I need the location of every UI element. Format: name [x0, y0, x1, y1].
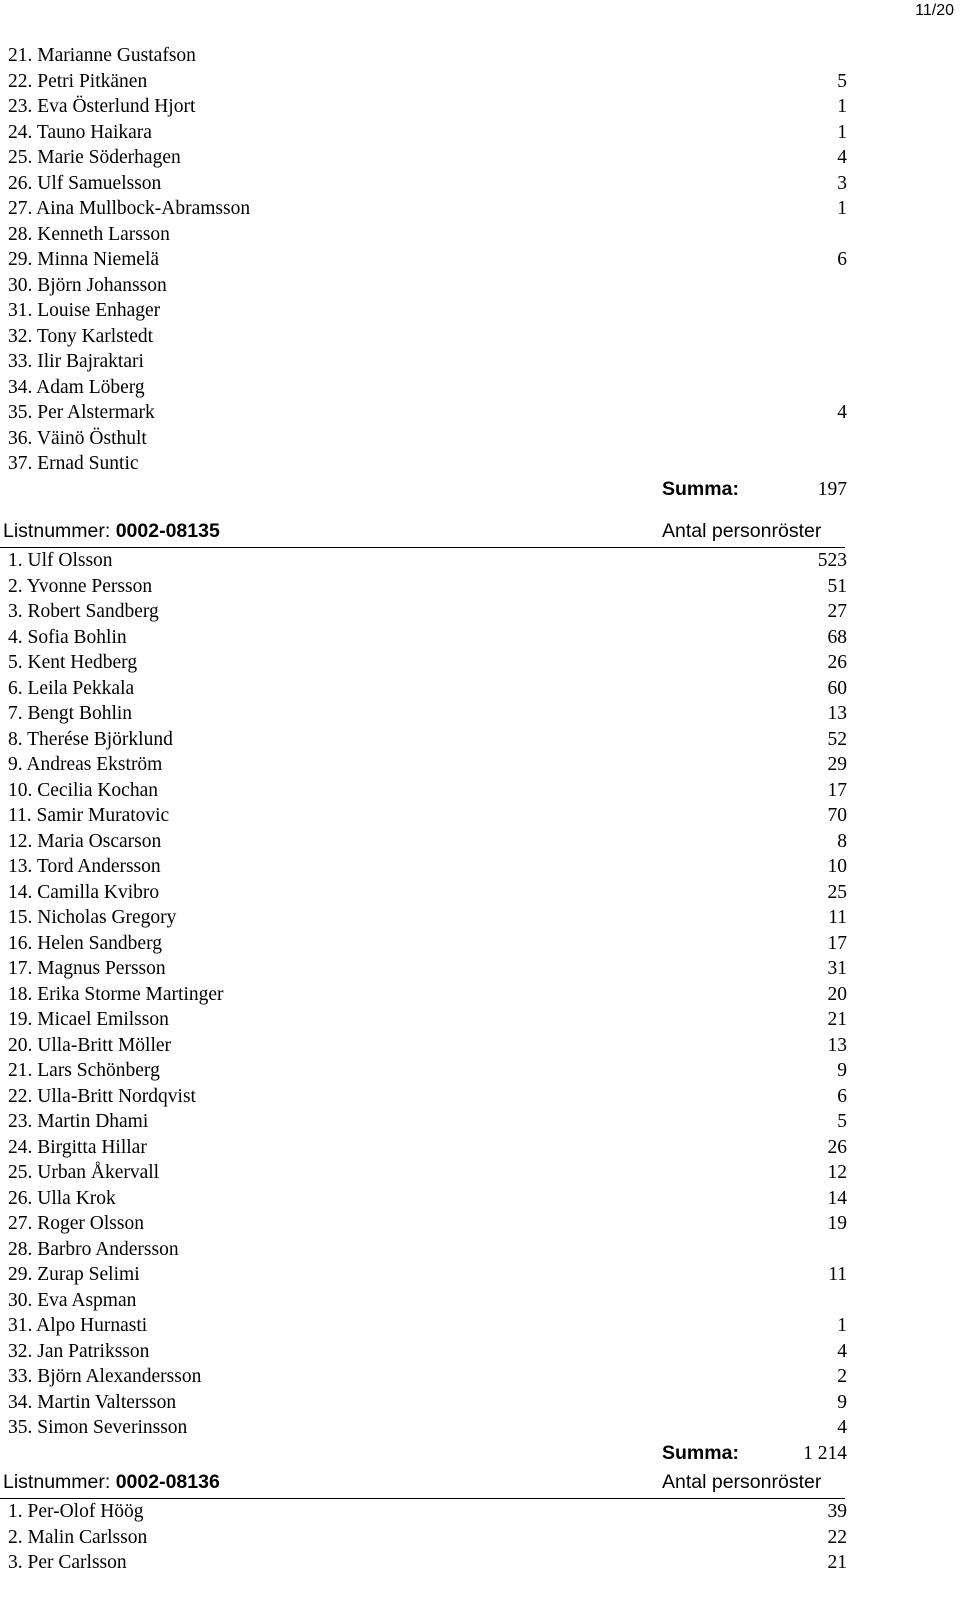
candidate-row	[0, 1109, 960, 1135]
summa-label: Summa:	[662, 477, 739, 500]
candidate-votes: 25	[827, 881, 847, 903]
candidate-votes: 1	[837, 121, 847, 143]
candidate-row	[0, 1160, 960, 1186]
candidate-name: 21. Marianne Gustafson	[8, 45, 196, 66]
candidate-votes: 52	[827, 728, 847, 750]
candidate-row	[0, 1313, 960, 1339]
candidate-votes: 1	[837, 1315, 847, 1336]
candidate-name: 25. Urban Åkervall	[8, 1162, 160, 1183]
candidate-row	[0, 120, 960, 146]
candidate-row	[0, 625, 960, 651]
candidate-row	[0, 400, 960, 426]
candidate-row	[0, 778, 960, 804]
candidate-row	[0, 375, 960, 401]
candidate-votes: 5	[837, 1111, 847, 1132]
candidate-votes: 11	[828, 1264, 847, 1285]
candidate-name: 9. Andreas Ekström	[8, 754, 163, 775]
candidate-name: 28. Kenneth Larsson	[8, 223, 170, 245]
candidate-row	[0, 1415, 960, 1441]
candidate-votes: 17	[827, 932, 847, 954]
candidate-row	[0, 273, 960, 299]
candidate-name: 11. Samir Muratovic	[8, 805, 170, 826]
candidate-row	[0, 196, 960, 222]
candidate-row	[0, 1186, 960, 1212]
candidate-votes: 21	[827, 1009, 847, 1030]
candidate-name: 12. Maria Oscarson	[8, 830, 162, 852]
summa-row	[0, 477, 960, 503]
candidate-name: 4. Sofia Bohlin	[8, 626, 127, 648]
candidate-row	[0, 298, 960, 324]
candidate-name: 24. Birgitta Hillar	[8, 1136, 147, 1158]
candidate-row	[0, 956, 960, 982]
candidate-row	[0, 727, 960, 753]
candidate-name: 27. Aina Mullbock-Abramsson	[8, 198, 251, 219]
candidate-row	[0, 599, 960, 625]
summa-total: 197	[817, 478, 847, 500]
candidate-row	[0, 982, 960, 1008]
candidate-name: 1. Ulf Olsson	[8, 550, 113, 571]
candidate-votes: 4	[837, 1417, 847, 1438]
candidate-votes: 1	[837, 96, 847, 117]
candidate-votes: 13	[827, 1034, 847, 1056]
candidate-name: 31. Louise Enhager	[8, 300, 161, 321]
candidate-name: 30. Björn Johansson	[8, 274, 167, 296]
candidate-name: 23. Eva Österlund Hjort	[8, 96, 196, 117]
candidate-row	[0, 69, 960, 95]
candidate-name: 25. Marie Söderhagen	[8, 147, 181, 168]
candidate-name: 26. Ulla Krok	[8, 1187, 116, 1209]
candidate-name: 23. Martin Dhami	[8, 1111, 149, 1132]
candidate-name: 29. Minna Niemelä	[8, 249, 160, 270]
candidate-name: 6. Leila Pekkala	[8, 677, 135, 699]
list-number: 0002-08135	[115, 520, 220, 542]
candidate-name: 2. Malin Carlsson	[8, 1526, 148, 1548]
column-header-votes: Antal personröster	[662, 520, 822, 542]
candidate-name: 24. Tauno Haikara	[8, 121, 152, 143]
candidate-name: 30. Eva Aspman	[8, 1289, 137, 1311]
candidate-name: 33. Björn Alexandersson	[8, 1366, 202, 1387]
candidate-name: 1. Per-Olof Höög	[8, 1501, 144, 1522]
candidate-name: 5. Kent Hedberg	[8, 652, 138, 673]
candidate-row	[0, 1135, 960, 1161]
candidate-row	[0, 1058, 960, 1084]
candidate-row	[0, 1033, 960, 1059]
candidate-name: 15. Nicholas Gregory	[8, 907, 177, 928]
candidate-rows	[0, 1499, 960, 1576]
list-number-label: Listnummer: 0002-08135	[3, 520, 220, 542]
candidate-list-continued	[0, 43, 960, 502]
candidate-name: 26. Ulf Samuelsson	[8, 172, 162, 194]
candidate-row	[0, 247, 960, 273]
candidate-name: 32. Tony Karlstedt	[8, 325, 154, 347]
candidate-name: 18. Erika Storme Martinger	[8, 983, 224, 1005]
candidate-row	[0, 1211, 960, 1237]
candidate-votes: 11	[828, 907, 847, 928]
list-header	[0, 514, 845, 548]
candidate-name: 34. Adam Löberg	[8, 376, 145, 398]
list-number: 0002-08136	[115, 1471, 220, 1493]
candidate-votes: 20	[827, 983, 847, 1005]
candidate-votes: 5	[837, 70, 847, 92]
list-number-label: Listnummer: 0002-08136	[3, 1471, 220, 1493]
candidate-votes: 14	[827, 1187, 847, 1209]
candidate-votes: 8	[837, 830, 847, 852]
candidate-votes: 26	[827, 1136, 847, 1158]
candidate-name: 36. Väinö Östhult	[8, 427, 147, 449]
candidate-votes: 22	[827, 1526, 847, 1548]
candidate-row	[0, 324, 960, 350]
candidate-name: 35. Simon Severinsson	[8, 1417, 188, 1438]
candidate-name: 29. Zurap Selimi	[8, 1264, 140, 1285]
candidate-votes: 4	[837, 1340, 847, 1362]
candidate-row	[0, 451, 960, 477]
candidate-name: 22. Ulla-Britt Nordqvist	[8, 1085, 196, 1107]
candidate-votes: 1	[837, 198, 847, 219]
candidate-name: 22. Petri Pitkänen	[8, 70, 148, 92]
candidate-name: 27. Roger Olsson	[8, 1213, 144, 1234]
candidate-row	[0, 548, 960, 574]
candidate-row	[0, 1339, 960, 1365]
candidate-row	[0, 1084, 960, 1110]
candidate-votes: 523	[817, 550, 847, 571]
candidate-list-08135	[0, 514, 960, 1466]
candidate-votes: 9	[837, 1391, 847, 1413]
candidate-name: 19. Micael Emilsson	[8, 1009, 169, 1030]
candidate-name: 8. Therése Björklund	[8, 728, 173, 750]
candidate-votes: 12	[827, 1162, 847, 1183]
candidate-votes: 29	[827, 754, 847, 775]
candidate-row	[0, 752, 960, 778]
candidate-name: 7. Bengt Bohlin	[8, 703, 133, 724]
candidate-name: 33. Ilir Bajraktari	[8, 351, 144, 372]
candidate-votes: 2	[837, 1366, 847, 1387]
candidate-row	[0, 171, 960, 197]
candidate-name: 3. Robert Sandberg	[8, 601, 159, 622]
candidate-row	[0, 1364, 960, 1390]
candidate-name: 37. Ernad Suntic	[8, 453, 139, 474]
column-header-votes: Antal personröster	[662, 1471, 822, 1493]
candidate-votes: 70	[827, 805, 847, 826]
candidate-name: 21. Lars Schönberg	[8, 1060, 160, 1081]
candidate-name: 34. Martin Valtersson	[8, 1391, 177, 1413]
candidate-row	[0, 803, 960, 829]
candidate-votes: 60	[827, 677, 847, 699]
candidate-row	[0, 574, 960, 600]
candidate-name: 16. Helen Sandberg	[8, 932, 162, 954]
candidate-votes: 4	[837, 402, 847, 423]
candidate-name: 32. Jan Patriksson	[8, 1340, 150, 1362]
candidate-row	[0, 701, 960, 727]
candidate-name: 14. Camilla Kvibro	[8, 881, 160, 903]
candidate-votes: 10	[827, 856, 847, 877]
candidate-votes: 13	[827, 703, 847, 724]
candidate-votes: 68	[827, 626, 847, 648]
candidate-votes: 19	[827, 1213, 847, 1234]
candidate-row	[0, 1262, 960, 1288]
candidate-votes: 4	[837, 147, 847, 168]
candidate-votes: 21	[827, 1552, 847, 1573]
candidate-row	[0, 349, 960, 375]
candidate-row	[0, 1390, 960, 1416]
candidate-row	[0, 426, 960, 452]
candidate-row	[0, 94, 960, 120]
candidate-name: 2. Yvonne Persson	[8, 575, 153, 597]
candidate-row	[0, 145, 960, 171]
candidate-row	[0, 1237, 960, 1263]
summa-total: 1 214	[803, 1442, 847, 1464]
candidate-row	[0, 1288, 960, 1314]
candidate-votes: 26	[827, 652, 847, 673]
candidate-row	[0, 854, 960, 880]
candidate-list-08136	[0, 1465, 960, 1576]
candidate-votes: 6	[837, 249, 847, 270]
summa-row	[0, 1441, 960, 1467]
summa-label: Summa:	[662, 1441, 739, 1464]
candidate-row	[0, 222, 960, 248]
candidate-name: 31. Alpo Hurnasti	[8, 1315, 148, 1336]
candidate-votes: 6	[837, 1085, 847, 1107]
candidate-votes: 9	[837, 1060, 847, 1081]
candidate-row	[0, 676, 960, 702]
candidate-row	[0, 1007, 960, 1033]
candidate-votes: 27	[827, 601, 847, 622]
page-number: 11/20	[915, 2, 954, 19]
candidate-row	[0, 829, 960, 855]
candidate-row	[0, 1525, 960, 1551]
candidate-name: 28. Barbro Andersson	[8, 1238, 179, 1260]
candidate-row	[0, 43, 960, 69]
candidate-row	[0, 650, 960, 676]
candidate-name: 17. Magnus Persson	[8, 958, 166, 979]
candidate-row	[0, 1550, 960, 1576]
candidate-votes: 3	[837, 172, 847, 194]
candidate-name: 13. Tord Andersson	[8, 856, 161, 877]
candidate-name: 10. Cecilia Kochan	[8, 779, 158, 801]
candidate-rows	[0, 548, 960, 1441]
candidate-votes: 17	[827, 779, 847, 801]
candidate-votes: 39	[827, 1501, 847, 1522]
candidate-votes: 31	[827, 958, 847, 979]
candidate-row	[0, 905, 960, 931]
candidate-votes: 51	[827, 575, 847, 597]
candidate-row	[0, 931, 960, 957]
candidate-row	[0, 880, 960, 906]
candidate-name: 3. Per Carlsson	[8, 1552, 127, 1573]
candidate-name: 20. Ulla-Britt Möller	[8, 1034, 172, 1056]
candidate-rows	[0, 43, 960, 477]
candidate-row	[0, 1499, 960, 1525]
list-header	[0, 1465, 845, 1499]
candidate-name: 35. Per Alstermark	[8, 402, 155, 423]
